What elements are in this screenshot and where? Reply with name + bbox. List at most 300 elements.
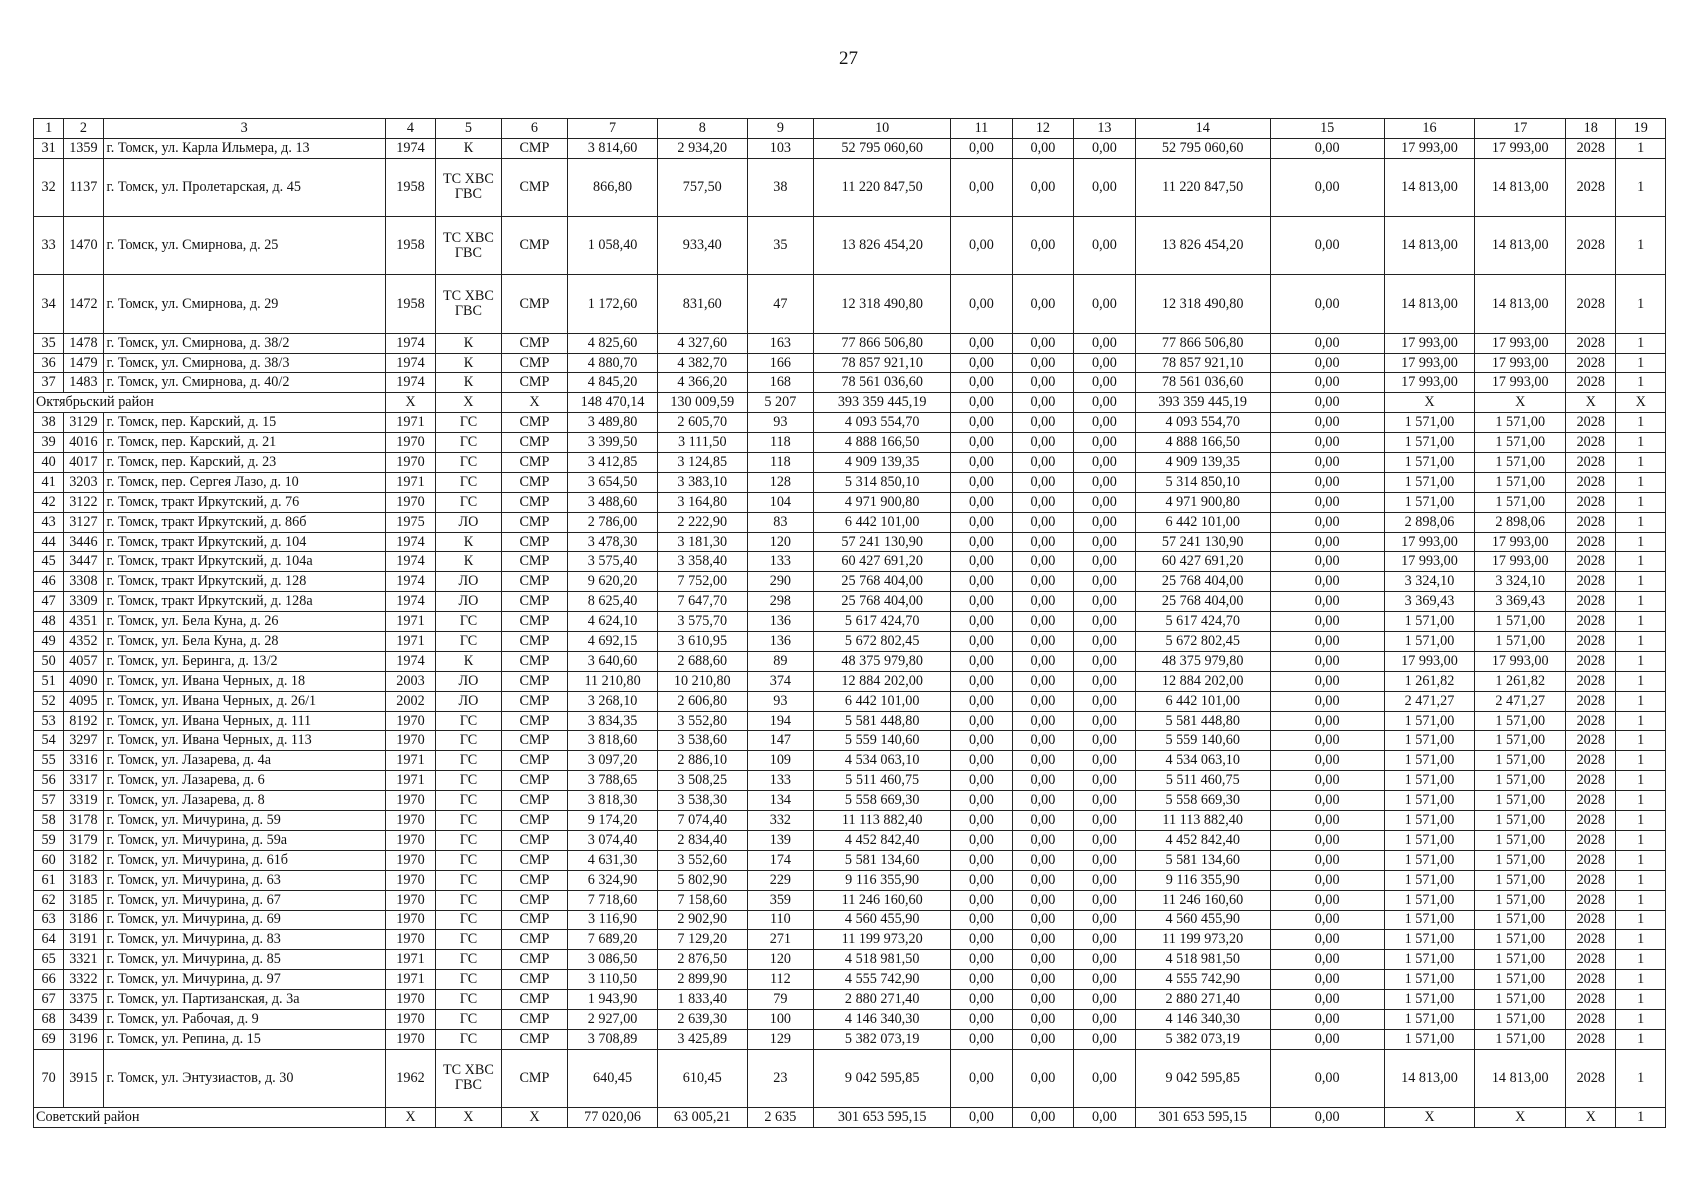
table-cell: СМР	[501, 138, 568, 158]
table-cell: 0,00	[1270, 158, 1384, 216]
table-cell: 1 571,00	[1475, 731, 1566, 751]
table-cell: 4 146 340,30	[814, 1009, 951, 1029]
table-cell: 43	[34, 512, 64, 532]
table-cell: 0,00	[1074, 512, 1135, 532]
table-cell: 2028	[1566, 751, 1616, 771]
table-cell: 12 318 490,80	[1135, 275, 1270, 333]
address-cell: г. Томск, ул. Партизанская, д. 3а	[103, 990, 385, 1010]
header-cell: 15	[1270, 119, 1384, 139]
table-cell: 14 813,00	[1384, 275, 1475, 333]
address-cell: г. Томск, ул. Мичурина, д. 85	[103, 950, 385, 970]
table-cell: 1	[1616, 472, 1666, 492]
table-row	[34, 433, 1666, 453]
table-cell: 0,00	[951, 413, 1012, 433]
table-cell: 1974	[385, 592, 435, 612]
table-row	[34, 1009, 1666, 1029]
total-cell: X	[1475, 393, 1566, 413]
address-cell: г. Томск, ул. Бела Куна, д. 28	[103, 632, 385, 652]
table-cell: 112	[747, 970, 814, 990]
table-cell: СМР	[501, 492, 568, 512]
table-cell: 3 164,80	[657, 492, 747, 512]
table-cell: ГС	[436, 711, 502, 731]
address-cell: г. Томск, ул. Бела Куна, д. 26	[103, 612, 385, 632]
table-cell: 831,60	[657, 275, 747, 333]
table-cell: 0,00	[1270, 1029, 1384, 1049]
page-number: 27	[839, 48, 858, 69]
table-cell: 1 571,00	[1475, 870, 1566, 890]
table-cell: 5 511 460,75	[1135, 771, 1270, 791]
table-cell: 1 571,00	[1384, 811, 1475, 831]
table-row	[34, 870, 1666, 890]
table-cell: 1970	[385, 870, 435, 890]
table-cell: 129	[747, 1029, 814, 1049]
table-cell: 0,00	[1012, 512, 1073, 532]
table-cell: СМР	[501, 890, 568, 910]
table-cell: 103	[747, 138, 814, 158]
address-cell: г. Томск, пер. Сергея Лазо, д. 10	[103, 472, 385, 492]
table-cell: 9 174,20	[568, 811, 658, 831]
table-cell: 2028	[1566, 870, 1616, 890]
table-cell: 2028	[1566, 433, 1616, 453]
table-cell: 757,50	[657, 158, 747, 216]
table-cell: 0,00	[1270, 970, 1384, 990]
table-cell: 100	[747, 1009, 814, 1029]
table-cell: 1 571,00	[1384, 413, 1475, 433]
table-cell: 4 146 340,30	[1135, 1009, 1270, 1029]
table-cell: 78 561 036,60	[814, 373, 951, 393]
total-cell: X	[1566, 1108, 1616, 1128]
table-cell: ГС	[436, 990, 502, 1010]
table-cell: 4017	[64, 453, 103, 473]
table-cell: 53	[34, 711, 64, 731]
table-cell: 4 888 166,50	[814, 433, 951, 453]
table-cell: 3 508,25	[657, 771, 747, 791]
table-cell: 1962	[385, 1049, 435, 1107]
table-cell: 1970	[385, 811, 435, 831]
table-cell: 0,00	[1012, 1049, 1073, 1107]
table-cell: 0,00	[1074, 612, 1135, 632]
table-cell: 118	[747, 453, 814, 473]
table-cell: 2028	[1566, 333, 1616, 353]
table-cell: 290	[747, 572, 814, 592]
table-cell: 4 452 842,40	[1135, 830, 1270, 850]
table-cell: 1 571,00	[1384, 970, 1475, 990]
table-cell: 2028	[1566, 373, 1616, 393]
address-cell: г. Томск, ул. Ивана Черных, д. 26/1	[103, 691, 385, 711]
total-cell: X	[385, 1108, 435, 1128]
table-cell: 0,00	[1012, 850, 1073, 870]
table-cell: 194	[747, 711, 814, 731]
table-cell: 1	[1616, 970, 1666, 990]
table-cell: 3186	[64, 910, 103, 930]
table-cell: 0,00	[1270, 950, 1384, 970]
table-row	[34, 691, 1666, 711]
table-cell: СМР	[501, 158, 568, 216]
table-cell: 4 555 742,90	[814, 970, 951, 990]
table-cell: 3 074,40	[568, 830, 658, 850]
total-cell: 148 470,14	[568, 393, 658, 413]
table-cell: 0,00	[1270, 217, 1384, 275]
table-cell: 4 518 981,50	[814, 950, 951, 970]
table-cell: 0,00	[951, 612, 1012, 632]
table-cell: 93	[747, 413, 814, 433]
table-cell: 4 888 166,50	[1135, 433, 1270, 453]
table-cell: 1	[1616, 830, 1666, 850]
table-cell: 49	[34, 632, 64, 652]
table-cell: 2 934,20	[657, 138, 747, 158]
table-cell: 8 625,40	[568, 592, 658, 612]
table-row	[34, 512, 1666, 532]
table-cell: 1971	[385, 612, 435, 632]
address-cell: г. Томск, ул. Лазарева, д. 8	[103, 791, 385, 811]
table-cell: 5 581 134,60	[1135, 850, 1270, 870]
table-cell: 14 813,00	[1384, 217, 1475, 275]
table-cell: 9 620,20	[568, 572, 658, 592]
table-cell: ГС	[436, 890, 502, 910]
total-cell: 0,00	[1012, 393, 1073, 413]
table-cell: 34	[34, 275, 64, 333]
table-cell: 6 442 101,00	[814, 691, 951, 711]
table-cell: 0,00	[1012, 771, 1073, 791]
table-cell: 11 246 160,60	[1135, 890, 1270, 910]
table-cell: 2 876,50	[657, 950, 747, 970]
table-cell: 17 993,00	[1475, 552, 1566, 572]
table-cell: 13 826 454,20	[814, 217, 951, 275]
table-cell: 1 571,00	[1475, 453, 1566, 473]
table-cell: СМР	[501, 731, 568, 751]
table-row	[34, 217, 1666, 275]
table-cell: СМР	[501, 632, 568, 652]
table-cell: 1 571,00	[1384, 791, 1475, 811]
table-cell: ГС	[436, 910, 502, 930]
table-cell: 3297	[64, 731, 103, 751]
table-cell: 0,00	[951, 353, 1012, 373]
table-cell: 0,00	[951, 970, 1012, 990]
table-cell: 0,00	[1012, 472, 1073, 492]
table-cell: 1 571,00	[1384, 830, 1475, 850]
table-cell: 0,00	[1012, 671, 1073, 691]
table-cell: 0,00	[1012, 950, 1073, 970]
table-cell: 0,00	[951, 552, 1012, 572]
table-cell: 136	[747, 632, 814, 652]
table-cell: 2 786,00	[568, 512, 658, 532]
table-cell: 0,00	[951, 472, 1012, 492]
table-cell: 45	[34, 552, 64, 572]
table-cell: 0,00	[1074, 651, 1135, 671]
buildings-table	[33, 118, 1666, 1128]
table-cell: 1 571,00	[1475, 930, 1566, 950]
table-cell: 1	[1616, 751, 1666, 771]
table-cell: 4016	[64, 433, 103, 453]
table-cell: 0,00	[1074, 572, 1135, 592]
table-cell: 4 093 554,70	[1135, 413, 1270, 433]
table-cell: 4090	[64, 671, 103, 691]
table-cell: 0,00	[951, 671, 1012, 691]
table-row	[34, 333, 1666, 353]
table-cell: 0,00	[1012, 138, 1073, 158]
table-cell: 0,00	[1270, 275, 1384, 333]
table-cell: 1	[1616, 275, 1666, 333]
table-cell: ТС ХВС ГВС	[436, 217, 502, 275]
table-cell: 4 366,20	[657, 373, 747, 393]
table-cell: 1 571,00	[1384, 492, 1475, 512]
table-cell: ГС	[436, 632, 502, 652]
table-cell: 1970	[385, 990, 435, 1010]
table-cell: 0,00	[1270, 930, 1384, 950]
address-cell: г. Томск, ул. Ивана Черных, д. 113	[103, 731, 385, 751]
table-cell: 4 382,70	[657, 353, 747, 373]
total-cell: 393 359 445,19	[1135, 393, 1270, 413]
table-cell: ГС	[436, 850, 502, 870]
district-name: Советский район	[34, 1108, 386, 1128]
table-cell: 5 581 448,80	[814, 711, 951, 731]
table-cell: 2028	[1566, 731, 1616, 751]
total-cell: 0,00	[1270, 1108, 1384, 1128]
table-cell: 17 993,00	[1384, 552, 1475, 572]
table-cell: 0,00	[1270, 890, 1384, 910]
table-cell: 36	[34, 353, 64, 373]
table-cell: 17 993,00	[1475, 532, 1566, 552]
table-cell: 17 993,00	[1384, 651, 1475, 671]
table-cell: 1 571,00	[1384, 453, 1475, 473]
table-cell: 1971	[385, 771, 435, 791]
table-cell: 1 571,00	[1384, 910, 1475, 930]
table-cell: 1	[1616, 1029, 1666, 1049]
table-cell: 4057	[64, 651, 103, 671]
table-cell: СМР	[501, 552, 568, 572]
header-cell: 14	[1135, 119, 1270, 139]
table-cell: 0,00	[1270, 830, 1384, 850]
table-cell: 0,00	[1012, 492, 1073, 512]
table-cell: 0,00	[1074, 910, 1135, 930]
table-cell: 1	[1616, 612, 1666, 632]
table-cell: 2003	[385, 671, 435, 691]
address-cell: г. Томск, ул. Лазарева, д. 4а	[103, 751, 385, 771]
table-row	[34, 158, 1666, 216]
table-cell: 3439	[64, 1009, 103, 1029]
table-cell: 2028	[1566, 512, 1616, 532]
table-cell: 68	[34, 1009, 64, 1029]
table-cell: 2028	[1566, 1049, 1616, 1107]
table-cell: 0,00	[1270, 691, 1384, 711]
table-cell: 78 857 921,10	[814, 353, 951, 373]
table-cell: 0,00	[1270, 612, 1384, 632]
table-row	[34, 711, 1666, 731]
table-row	[34, 275, 1666, 333]
table-cell: 0,00	[951, 592, 1012, 612]
table-cell: 1 571,00	[1384, 1009, 1475, 1029]
table-cell: 51	[34, 671, 64, 691]
table-cell: 1974	[385, 373, 435, 393]
table-cell: 1	[1616, 771, 1666, 791]
table-cell: 47	[747, 275, 814, 333]
table-cell: 4 825,60	[568, 333, 658, 353]
table-cell: 2028	[1566, 711, 1616, 731]
table-cell: 0,00	[1012, 910, 1073, 930]
header-cell: 16	[1384, 119, 1475, 139]
table-cell: 2028	[1566, 138, 1616, 158]
table-cell: 5 382 073,19	[1135, 1029, 1270, 1049]
table-cell: 1 571,00	[1384, 472, 1475, 492]
table-cell: 59	[34, 830, 64, 850]
table-cell: 1 571,00	[1475, 950, 1566, 970]
table-cell: 933,40	[657, 217, 747, 275]
table-cell: 1 571,00	[1475, 890, 1566, 910]
table-cell: 0,00	[951, 138, 1012, 158]
table-cell: 1	[1616, 910, 1666, 930]
header-cell: 19	[1616, 119, 1666, 139]
table-cell: 57	[34, 791, 64, 811]
table-cell: 174	[747, 850, 814, 870]
table-cell: 11 220 847,50	[1135, 158, 1270, 216]
table-cell: СМР	[501, 472, 568, 492]
header-cell: 8	[657, 119, 747, 139]
table-cell: К	[436, 138, 502, 158]
table-cell: СМР	[501, 592, 568, 612]
header-row	[34, 119, 1666, 139]
table-cell: 0,00	[951, 830, 1012, 850]
table-row	[34, 830, 1666, 850]
table-row	[34, 1029, 1666, 1049]
table-cell: 0,00	[1074, 771, 1135, 791]
table-cell: 5 559 140,60	[814, 731, 951, 751]
table-cell: 1	[1616, 671, 1666, 691]
table-cell: 3 654,50	[568, 472, 658, 492]
table-cell: 1	[1616, 791, 1666, 811]
table-cell: 0,00	[1074, 970, 1135, 990]
table-cell: 0,00	[1012, 373, 1073, 393]
table-row	[34, 632, 1666, 652]
table-cell: 0,00	[1270, 771, 1384, 791]
table-cell: 2028	[1566, 811, 1616, 831]
table-cell: 4 845,20	[568, 373, 658, 393]
table-cell: ГС	[436, 413, 502, 433]
district-total-row	[34, 393, 1666, 413]
header-cell: 4	[385, 119, 435, 139]
address-cell: г. Томск, ул. Беринга, д. 13/2	[103, 651, 385, 671]
table-cell: 0,00	[1270, 333, 1384, 353]
table-cell: 2028	[1566, 671, 1616, 691]
table-cell: 1	[1616, 138, 1666, 158]
table-cell: 0,00	[1012, 217, 1073, 275]
table-cell: 58	[34, 811, 64, 831]
table-cell: 1970	[385, 890, 435, 910]
table-cell: 64	[34, 930, 64, 950]
table-cell: 4 971 900,80	[814, 492, 951, 512]
table-row	[34, 791, 1666, 811]
table-cell: 866,80	[568, 158, 658, 216]
table-cell: 17 993,00	[1475, 651, 1566, 671]
table-cell: 37	[34, 373, 64, 393]
table-cell: 93	[747, 691, 814, 711]
table-cell: 1971	[385, 970, 435, 990]
table-cell: 0,00	[1012, 651, 1073, 671]
table-cell: 0,00	[1074, 930, 1135, 950]
table-cell: ТС ХВС ГВС	[436, 1049, 502, 1107]
table-cell: 1 571,00	[1475, 910, 1566, 930]
table-cell: 2028	[1566, 532, 1616, 552]
table-cell: СМР	[501, 711, 568, 731]
table-cell: 1 058,40	[568, 217, 658, 275]
table-cell: 1 571,00	[1384, 751, 1475, 771]
table-cell: 1 571,00	[1384, 731, 1475, 751]
table-cell: 3185	[64, 890, 103, 910]
total-cell: 2 635	[747, 1108, 814, 1128]
table-cell: 0,00	[1270, 791, 1384, 811]
table-cell: 0,00	[1012, 1029, 1073, 1049]
table-cell: 0,00	[1012, 333, 1073, 353]
table-cell: 0,00	[1270, 492, 1384, 512]
table-cell: СМР	[501, 532, 568, 552]
table-cell: ЛО	[436, 572, 502, 592]
table-cell: 0,00	[1270, 711, 1384, 731]
table-cell: 57 241 130,90	[814, 532, 951, 552]
table-cell: 0,00	[1270, 592, 1384, 612]
table-cell: 3322	[64, 970, 103, 990]
table-cell: 79	[747, 990, 814, 1010]
table-cell: 109	[747, 751, 814, 771]
table-cell: 0,00	[1270, 413, 1384, 433]
table-cell: 2028	[1566, 830, 1616, 850]
total-cell: X	[1566, 393, 1616, 413]
table-cell: К	[436, 532, 502, 552]
table-row	[34, 592, 1666, 612]
table-cell: 3915	[64, 1049, 103, 1107]
table-cell: 1 261,82	[1384, 671, 1475, 691]
table-cell: 1	[1616, 632, 1666, 652]
table-cell: 0,00	[1270, 870, 1384, 890]
table-cell: СМР	[501, 453, 568, 473]
table-cell: 0,00	[951, 632, 1012, 652]
table-cell: 2028	[1566, 552, 1616, 572]
table-cell: 0,00	[1074, 830, 1135, 850]
table-cell: СМР	[501, 850, 568, 870]
table-cell: 66	[34, 970, 64, 990]
table-cell: 0,00	[951, 890, 1012, 910]
table-cell: 0,00	[1074, 138, 1135, 158]
table-cell: 128	[747, 472, 814, 492]
table-cell: 0,00	[1012, 970, 1073, 990]
table-cell: 3308	[64, 572, 103, 592]
table-cell: 0,00	[951, 791, 1012, 811]
table-cell: 1	[1616, 333, 1666, 353]
address-cell: г. Томск, ул. Смирнова, д. 38/3	[103, 353, 385, 373]
table-cell: 1971	[385, 413, 435, 433]
table-cell: 0,00	[1074, 373, 1135, 393]
table-cell: 55	[34, 751, 64, 771]
table-cell: 0,00	[1074, 453, 1135, 473]
table-cell: 25 768 404,00	[814, 572, 951, 592]
table-cell: 1970	[385, 492, 435, 512]
table-cell: 7 689,20	[568, 930, 658, 950]
table-cell: 0,00	[1012, 751, 1073, 771]
table-cell: 136	[747, 612, 814, 632]
table-cell: 2028	[1566, 950, 1616, 970]
table-cell: 65	[34, 950, 64, 970]
table-cell: 1	[1616, 217, 1666, 275]
header-cell: 13	[1074, 119, 1135, 139]
table-cell: 1 571,00	[1475, 1029, 1566, 1049]
total-cell: X	[1475, 1108, 1566, 1128]
table-cell: 5 314 850,10	[1135, 472, 1270, 492]
table-cell: ГС	[436, 1029, 502, 1049]
header-cell: 17	[1475, 119, 1566, 139]
table-cell: 1	[1616, 651, 1666, 671]
total-cell: 5 207	[747, 393, 814, 413]
table-cell: 14 813,00	[1475, 275, 1566, 333]
table-cell: 25 768 404,00	[814, 592, 951, 612]
address-cell: г. Томск, ул. Мичурина, д. 59а	[103, 830, 385, 850]
